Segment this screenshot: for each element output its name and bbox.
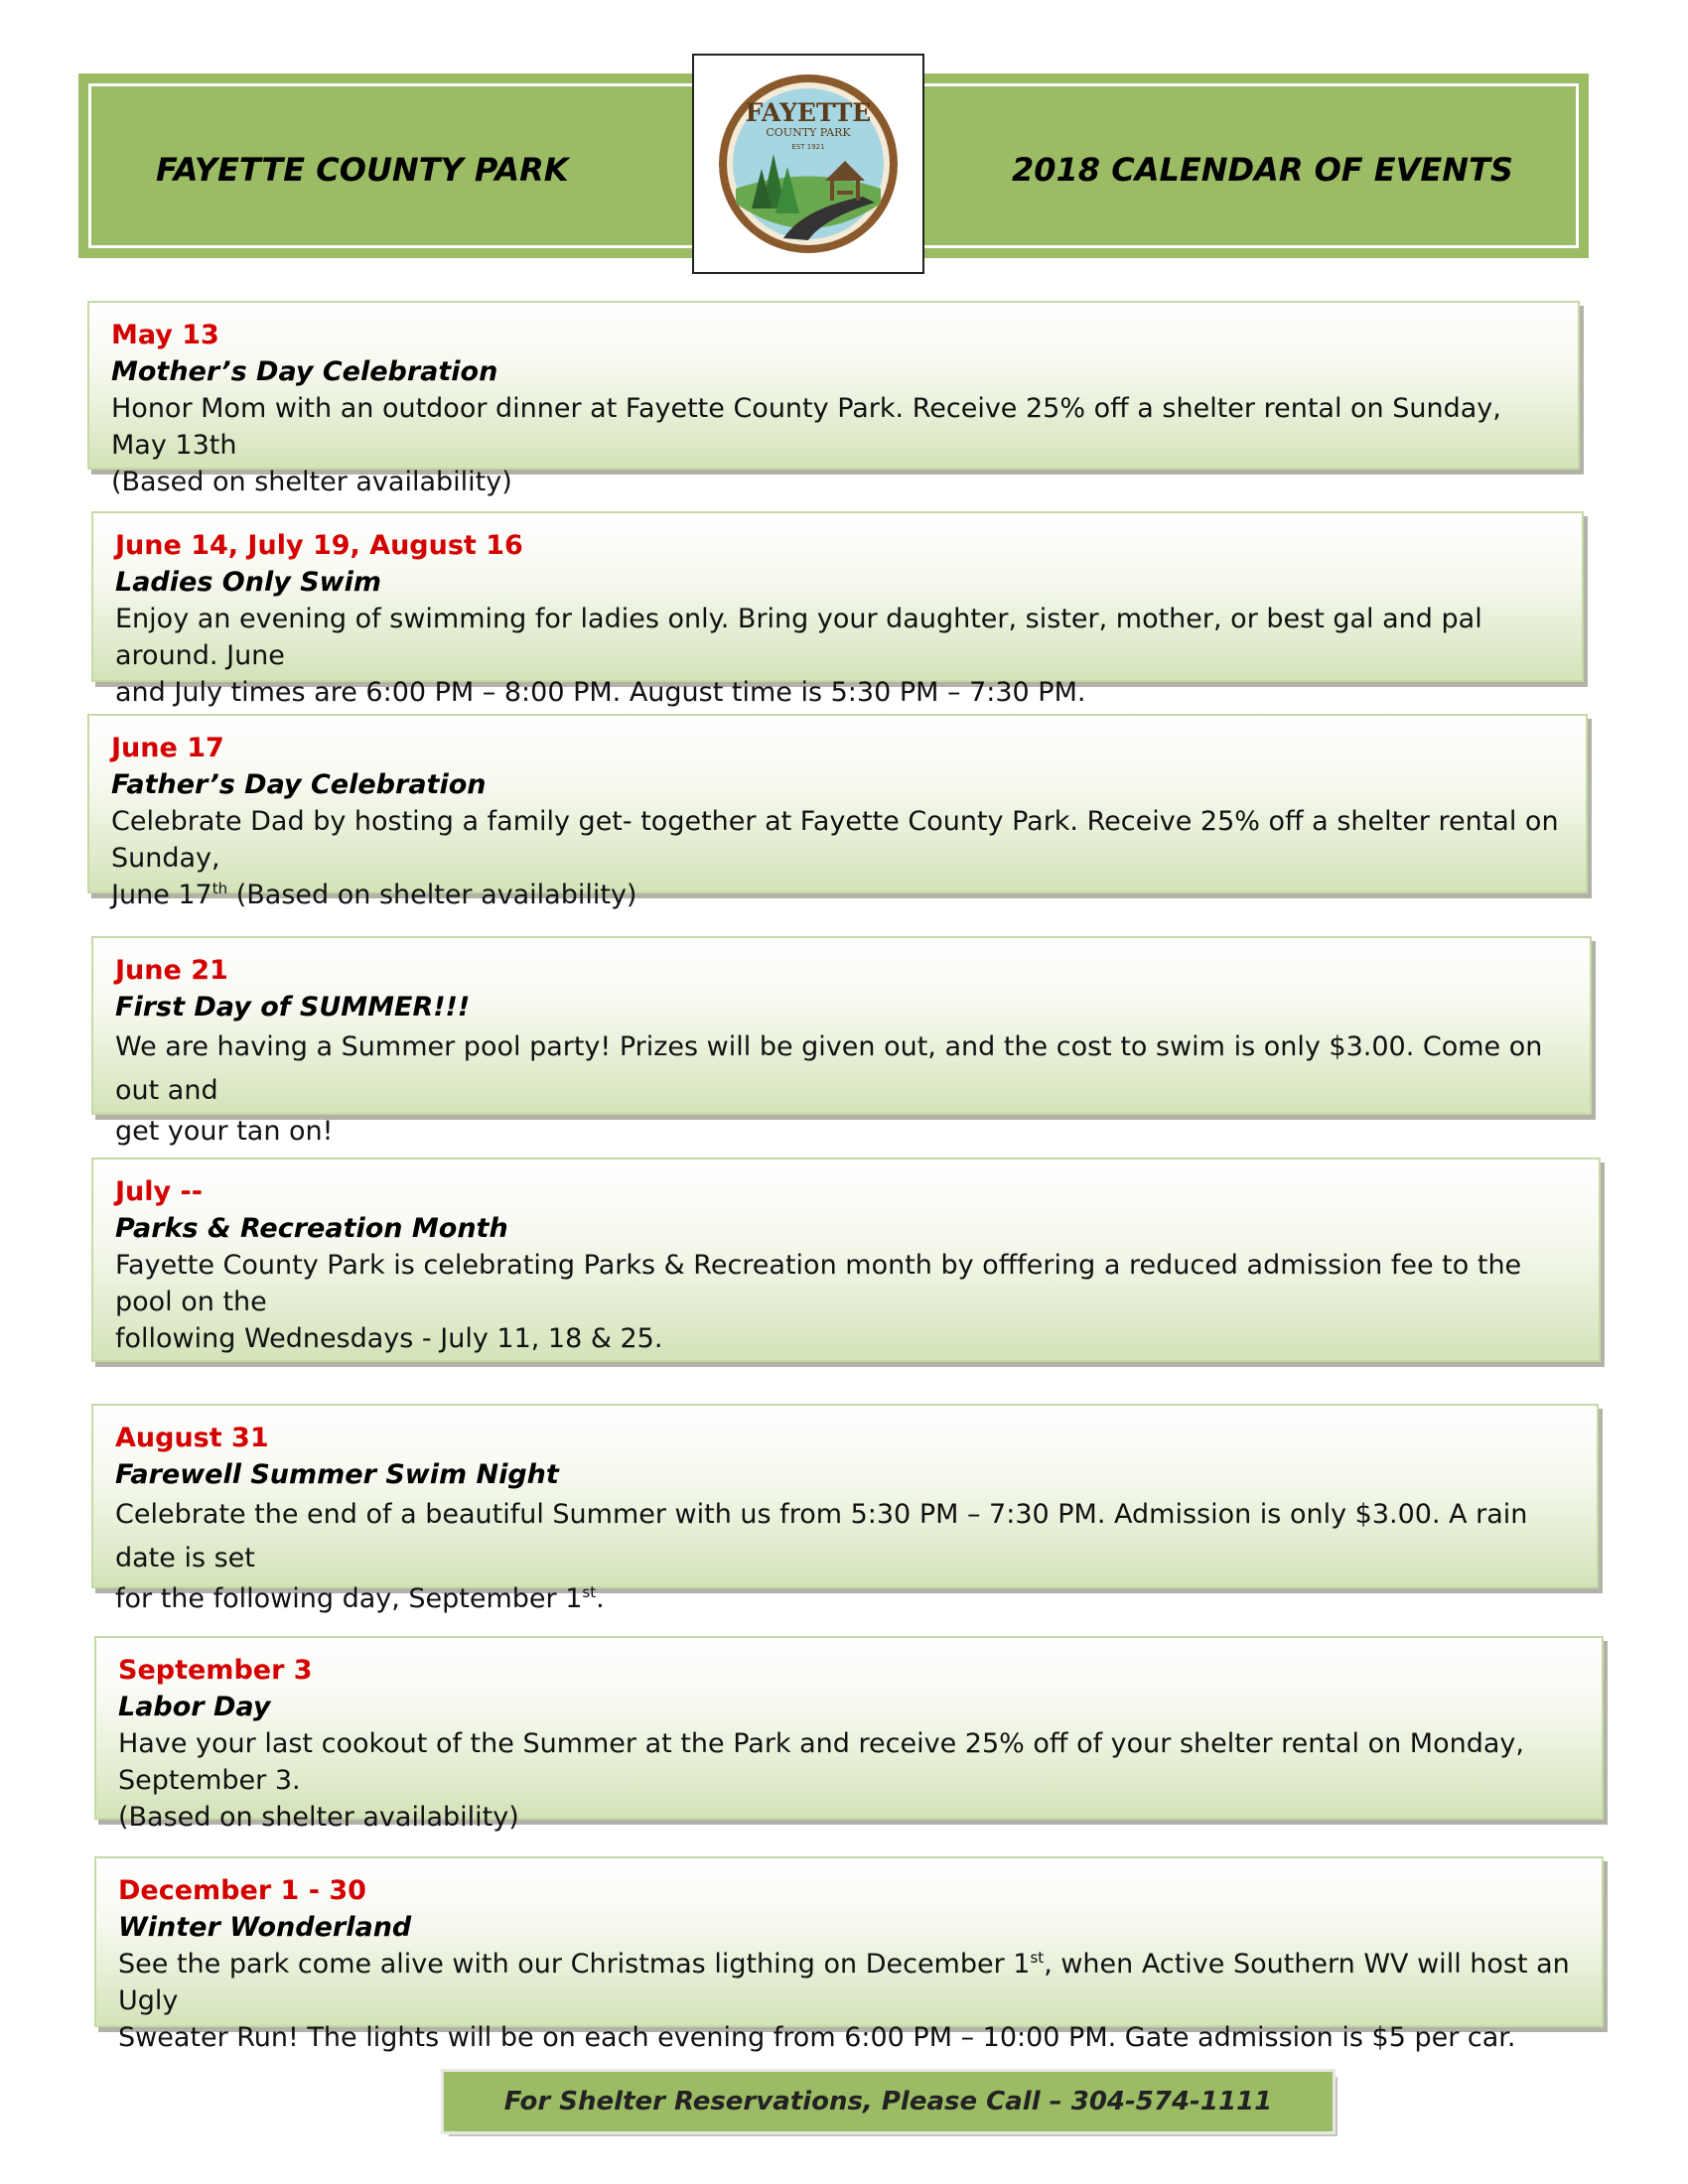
event-description-line: get your tan on! [115, 1116, 334, 1147]
event-description-line: (Based on shelter availability) [111, 467, 512, 497]
event-card [94, 1856, 1604, 2053]
event-date: August 31 [115, 1423, 269, 1453]
event-card [87, 301, 1580, 497]
event-title: Labor Day [118, 1692, 271, 1722]
shelter-reservation-footer: For Shelter Reservations, Please Call – 304-574-1111 [444, 2072, 1333, 2131]
event-title: Parks & Recreation Month [115, 1213, 508, 1244]
event-date: December 1 - 30 [118, 1875, 366, 1906]
park-logo [692, 54, 924, 274]
event-description-line: Fayette County Park is celebrating Parks & Recreation month by offfering a reduced admission fee to the pool on the [115, 1250, 1522, 1317]
event-description-line: Enjoy an evening of swimming for ladies only. Bring your daughter, sister, mother, or best gal and pal around. June [115, 604, 1482, 671]
event-card [94, 1636, 1604, 1833]
event-description-line: Celebrate the end of a beautiful Summer with us from 5:30 PM – 7:30 PM. Admission is only $3.00. A rain date is set [115, 1499, 1528, 1573]
event-card [91, 1404, 1599, 1614]
event-description-line: Sweater Run! The lights will be on each evening from 6:00 PM – 10:00 PM. Gate admission is $5 per car. [118, 2022, 1516, 2053]
event-date: June 14, July 19, August 16 [115, 530, 523, 561]
event-title: Mother’s Day Celebration [111, 356, 498, 387]
event-description-line: See the park come alive with our Christmas ligthing on December 1st, when Active Southern WV will host an Ugly [118, 1949, 1570, 2016]
event-date: June 21 [115, 955, 228, 986]
event-title: Father’s Day Celebration [111, 769, 487, 800]
logo-est: EST 1921 [791, 143, 825, 151]
park-name-heading: FAYETTE COUNTY PARK [156, 151, 569, 189]
event-title: First Day of SUMMER!!! [115, 992, 471, 1023]
event-description-line: for the following day, September 1st. [115, 1583, 605, 1614]
event-date: May 13 [111, 320, 219, 350]
event-title: Ladies Only Swim [115, 567, 381, 598]
event-card [87, 714, 1588, 910]
event-description-line: and July times are 6:00 PM – 8:00 PM. August time is 5:30 PM – 7:30 PM. [115, 677, 1086, 708]
event-description-line: (Based on shelter availability) [118, 1802, 519, 1833]
event-card [91, 1158, 1601, 1362]
event-title: Farewell Summer Swim Night [115, 1459, 559, 1490]
park-logo-emblem [714, 69, 903, 258]
event-description-line: June 17th (Based on shelter availability) [111, 880, 637, 910]
logo-subtitle: COUNTY PARK [766, 126, 851, 139]
event-description-line: following Wednesdays - July 11, 18 & 25. [115, 1323, 663, 1354]
event-date: June 17 [111, 733, 224, 763]
event-date: September 3 [118, 1655, 313, 1686]
event-title: Winter Wonderland [118, 1912, 412, 1943]
event-date: July -- [115, 1176, 203, 1207]
event-card [91, 511, 1584, 708]
event-description-line: Have your last cookout of the Summer at the Park and receive 25% off of your shelter rental on Monday, September 3. [118, 1728, 1524, 1796]
event-description-line: Honor Mom with an outdoor dinner at Fayette County Park. Receive 25% off a shelter rental on Sunday, May 13th [111, 393, 1501, 461]
event-card [91, 936, 1592, 1147]
event-description-line: Celebrate Dad by hosting a family get- together at Fayette County Park. Receive 25% off a shelter rental on Sunday, [111, 806, 1559, 874]
logo-name: FAYETTE [745, 98, 872, 127]
calendar-heading: 2018 CALENDAR OF EVENTS [1012, 151, 1513, 189]
event-description-line: We are having a Summer pool party! Prizes will be given out, and the cost to swim is only $3.00. Come on out and [115, 1031, 1543, 1106]
